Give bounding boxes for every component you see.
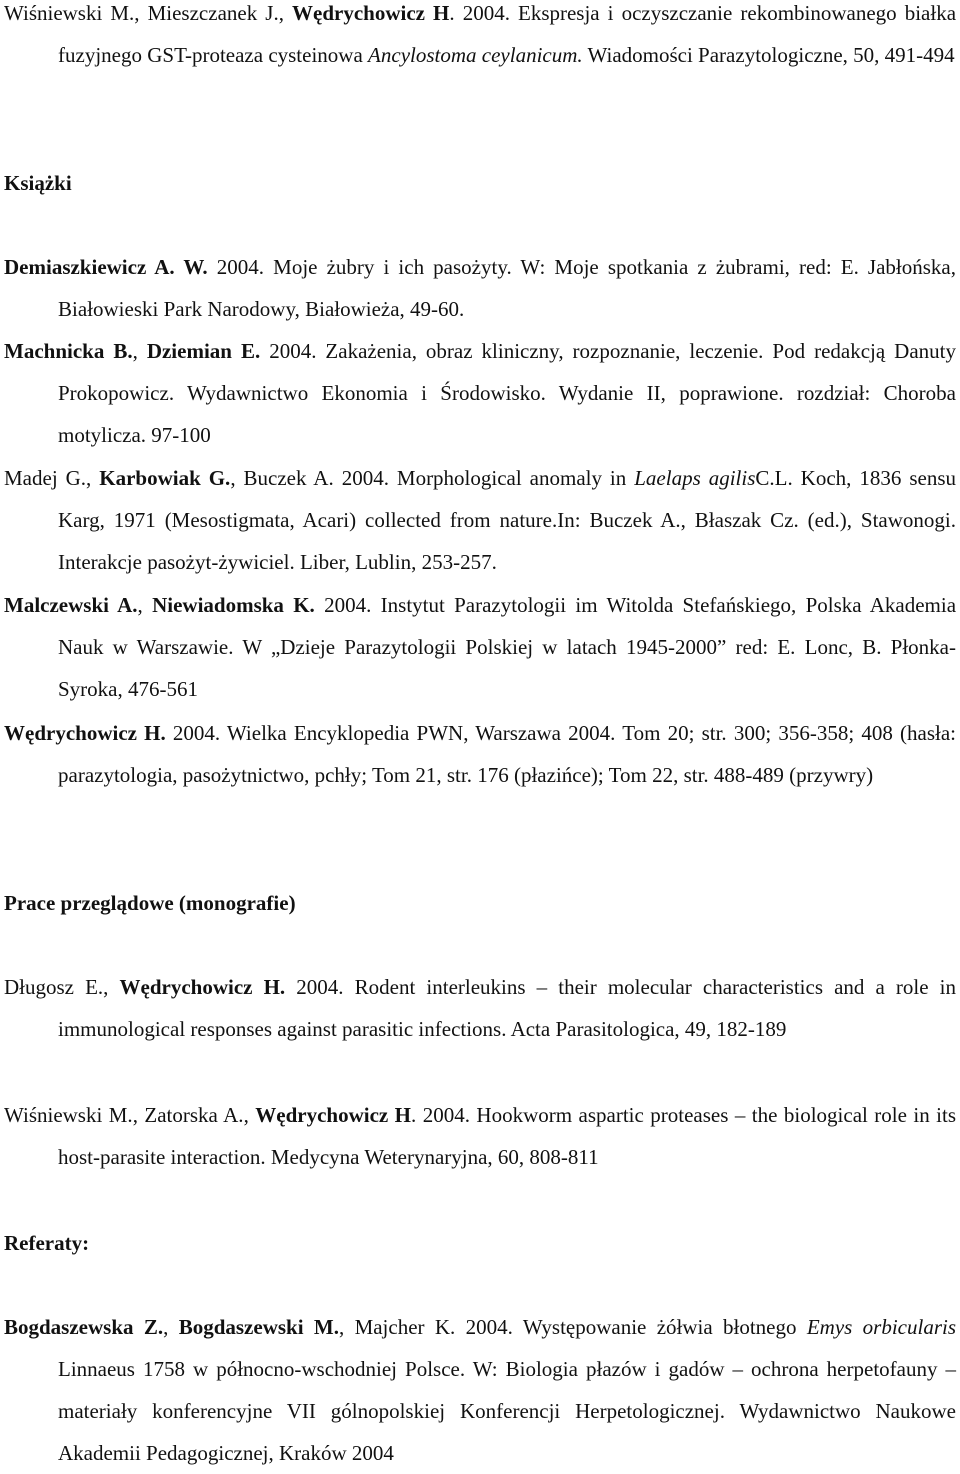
reference-entry xyxy=(4,1094,956,1178)
author-name: Niewiadomska K. xyxy=(152,593,315,617)
author-name: Madej G. xyxy=(4,466,87,490)
reference-entry xyxy=(4,584,956,710)
author-name: Wiśniewski M. xyxy=(4,1103,133,1127)
species-name: Emys orbicularis xyxy=(806,1315,957,1339)
author-separator xyxy=(455,1315,465,1339)
reference-text: Wiadomości Parazytologiczne, 50, 491-494 xyxy=(582,43,955,67)
author-name: Zatorska A. xyxy=(144,1103,244,1127)
author-name: Karbowiak G. xyxy=(99,466,231,490)
reference-entry xyxy=(4,966,956,1050)
reference-entry xyxy=(4,1306,956,1474)
author-name: Wędrychowicz H. xyxy=(119,975,286,999)
author-name: Wiśniewski M. xyxy=(4,1,135,25)
reference-entry xyxy=(4,457,956,583)
reference-entry xyxy=(4,0,956,76)
reference-text: 2004. Ekspresja i oczyszczanie rekombinowanego białka fuzyjnego GST-proteaza cysteinowa xyxy=(58,1,957,67)
author-name: Majcher K. xyxy=(354,1315,456,1339)
author-separator xyxy=(208,255,217,279)
author-name: Demiaszkiewicz A. W. xyxy=(4,255,208,279)
reference-text: 2004. Wielka Encyklopedia PWN, Warszawa 2004. Tom 20; str. 300; 356-358; 408 (hasła: parazytologia, pasożytnictwo, pchły; Tom 21, str. 176 (płazińce); Tom 22, str. 488-489 (przywry) xyxy=(58,721,956,787)
author-separator: , xyxy=(86,466,100,490)
author-separator: , xyxy=(243,1103,256,1127)
section-heading-prace: Prace przeglądowe (monografie) xyxy=(4,891,296,915)
author-name: Bogdaszewska Z. xyxy=(4,1315,164,1339)
author-separator xyxy=(315,593,324,617)
author-separator: , xyxy=(103,975,120,999)
author-separator: , xyxy=(132,339,147,363)
author-separator: . xyxy=(449,1,463,25)
reference-entry xyxy=(4,246,956,330)
reference-text: 2004. Moje żubry i ich pasożyty. W: Moje spotkania z żubrami, red: E. Jabłońska, Białowieski Park Narodowy, Białowieża, 49-60. xyxy=(58,255,956,321)
author-separator: , xyxy=(163,1315,179,1339)
author-separator xyxy=(285,975,296,999)
author-name: Malczewski A. xyxy=(4,593,138,617)
reference-text: 2004. Hookworm aspartic proteases – the biological role in its host-parasite interaction. Medycyna Weterynaryjna, 60, 808-811 xyxy=(58,1103,957,1169)
author-separator xyxy=(260,339,269,363)
author-name: Mieszczanek J. xyxy=(147,1,279,25)
author-name: Wędrychowicz H xyxy=(292,1,450,25)
reference-text: 2004. Morphological anomaly in xyxy=(341,466,635,490)
reference-entry xyxy=(4,330,956,456)
author-name: Wędrychowicz H xyxy=(255,1103,412,1127)
author-separator: , xyxy=(132,1103,145,1127)
reference-text: 2004. Rodent interleukins – their molecular characteristics and a role in immunological responses against parasitic infections. Acta Parasitologica, 49, 182-189 xyxy=(58,975,957,1041)
reference-text: 2004. Instytut Parazytologii im Witolda Stefańskiego, Polska Akademia Nauk w Warszawie. W „Dzieje Parazytologii Polskiej w latach 1945-2000” red: E. Lonc, B. Płonka-Syroka, 476-561 xyxy=(58,593,957,701)
author-separator xyxy=(334,466,342,490)
section-heading-ksiazki: Książki xyxy=(4,171,72,195)
species-name: Ancylostoma ceylanicum. xyxy=(368,43,583,67)
author-name: Machnicka B. xyxy=(4,339,133,363)
author-separator xyxy=(166,721,173,745)
reference-text: C.L. Koch, 1836 sensu Karg, 1971 (Mesostigmata, Acari) collected from nature.In: Buczek A., Błaszak Cz. (ed.), Stawonogi. Interakcje pasożyt-żywiciel. Liber, Lublin, 253-257. xyxy=(58,466,957,574)
reference-entry xyxy=(4,712,956,796)
species-name: Laelaps agilis xyxy=(634,466,756,490)
author-separator: , xyxy=(338,1315,355,1339)
reference-text: 2004. Zakażenia, obraz kliniczny, rozpoznanie, leczenie. Pod redakcją Danuty Prokopowicz. Wydawnictwo Ekonomia i Środowisko. Wydanie II, poprawione. rozdział: Choroba motylicza. 97-100 xyxy=(58,339,956,447)
author-name: Długosz E. xyxy=(4,975,104,999)
author-name: Buczek A. xyxy=(243,466,334,490)
author-name: Dziemian E. xyxy=(146,339,261,363)
author-separator: , xyxy=(134,1,148,25)
author-separator: , xyxy=(230,466,244,490)
author-separator: , xyxy=(137,593,153,617)
reference-text: Linnaeus 1758 w północno-wschodniej Polsce. W: Biologia płazów i gadów – ochrona herpetofauny – materiały konferencyjne VII gólnopolskiej Konferencji Herpetologicznej. Wydawnictwo Naukowe Akademii Pedagogicznej, Kraków 2004 xyxy=(58,1357,956,1465)
author-separator: . xyxy=(411,1103,423,1127)
reference-text: 2004. Występowanie żółwia błotnego xyxy=(465,1315,807,1339)
author-name: Wędrychowicz H. xyxy=(4,721,166,745)
author-separator: , xyxy=(278,1,293,25)
author-name: Bogdaszewski M. xyxy=(178,1315,339,1339)
section-heading-referaty: Referaty: xyxy=(4,1231,90,1255)
